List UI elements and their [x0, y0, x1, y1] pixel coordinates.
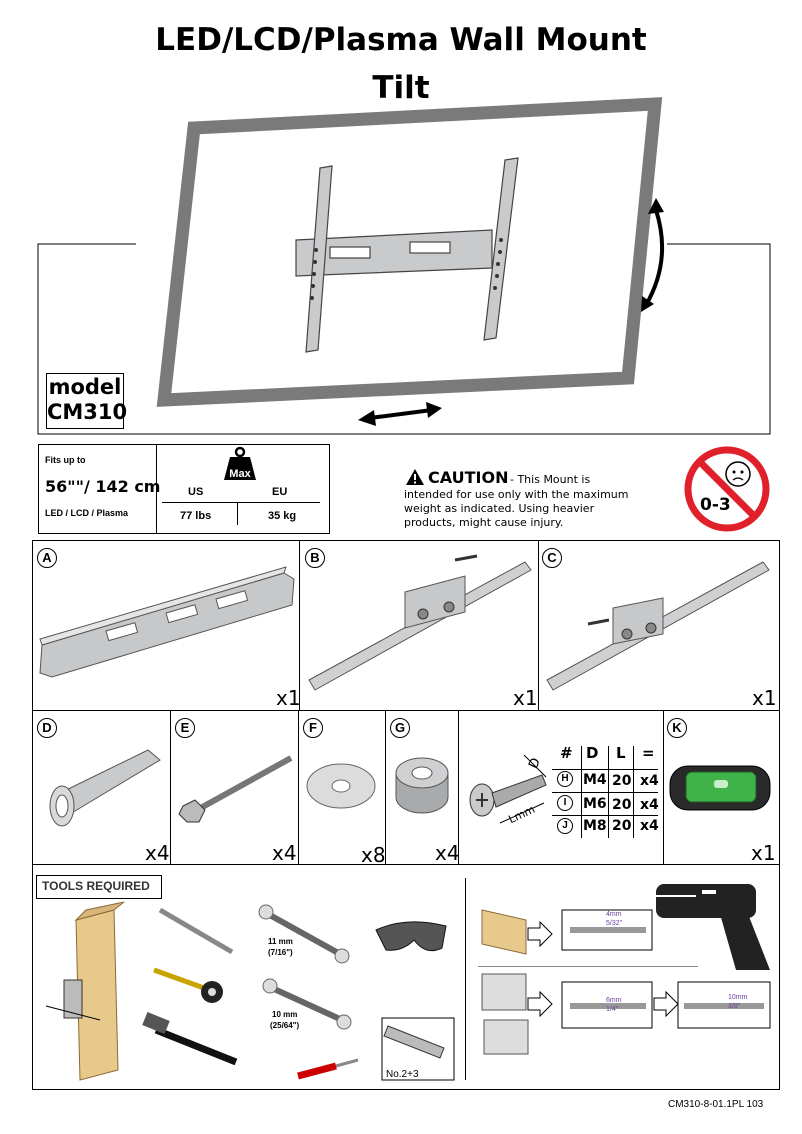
tape-measure-icon	[154, 970, 223, 1003]
screw-h-d: M4	[583, 772, 607, 788]
part-g-qty: x4	[435, 841, 460, 865]
part-c-qty: x1	[752, 686, 777, 710]
caution-heading: CAUTION	[428, 468, 509, 487]
document-code: CM310-8-01.1PL 103	[668, 1099, 764, 1110]
screw-dim-d: D	[526, 755, 544, 772]
tools-illustrations	[36, 870, 466, 1085]
part-a-qty: x1	[276, 686, 301, 710]
screw-i-d: M6	[583, 796, 607, 812]
wrench2-size: 10 mm	[272, 1010, 298, 1019]
model-number: CM310	[47, 400, 128, 424]
weight-max-label: Max	[229, 468, 251, 480]
part-d-anchor	[36, 742, 166, 837]
model-label: model	[48, 375, 122, 399]
pencil-icon	[160, 910, 232, 952]
power-drill-icon	[656, 884, 770, 970]
screw-col-d: D	[586, 744, 599, 762]
screw-i-q: x4	[640, 797, 659, 813]
part-a-rail	[36, 565, 296, 690]
part-c-arm	[543, 552, 773, 692]
screw-h-id: H	[557, 771, 573, 787]
screw-j-id: J	[557, 818, 573, 834]
screw-j-q: x4	[640, 818, 659, 834]
part-f-washer	[303, 758, 383, 818]
safety-glasses-icon	[376, 922, 446, 951]
wrench2-size-in: (25/64")	[270, 1021, 300, 1030]
wrench1-size-in: (7/16")	[268, 948, 293, 957]
screw-dim-l: Lmm	[506, 802, 538, 827]
part-b-arm	[305, 552, 535, 692]
screw-h-q: x4	[640, 773, 659, 789]
screw-col-hash: #	[560, 744, 573, 762]
caution-line1: - This Mount is	[510, 473, 591, 486]
drill-bit-2-in: 1/4"	[606, 1006, 619, 1013]
part-g-spacer	[392, 755, 454, 819]
part-e-label: E	[175, 718, 195, 738]
screw-h-l: 20	[612, 773, 632, 789]
screw-col-eq: =	[642, 744, 655, 762]
part-k-label: K	[667, 718, 687, 738]
caution-line4: products, might cause injury.	[404, 516, 564, 529]
drill-bit-3: 10mm	[728, 994, 748, 1001]
us-label: US	[188, 486, 204, 498]
part-c-label: C	[542, 548, 562, 568]
part-d-label: D	[37, 718, 57, 738]
screwdriver-size: No.2+3	[386, 1069, 419, 1080]
fits-label: Fits up to	[45, 455, 86, 465]
us-weight: 77 lbs	[180, 510, 212, 522]
wrench1-size: 11 mm	[268, 937, 293, 946]
warning-icon	[405, 468, 425, 486]
caution-line3: weight as indicated. Using heavier	[404, 502, 595, 515]
part-a-label: A	[37, 548, 57, 568]
max-size: 56""/ 142 cm	[45, 477, 161, 496]
part-f-qty: x8	[361, 843, 386, 867]
age-label: 0-3	[700, 495, 731, 515]
drill-section	[470, 870, 776, 1082]
part-b-qty: x1	[513, 686, 538, 710]
screw-i-l: 20	[612, 797, 632, 813]
part-e-lag-screw	[175, 742, 295, 837]
part-d-qty: x4	[145, 841, 170, 865]
screwdriver-icon	[298, 1060, 358, 1076]
brick-icon	[482, 974, 526, 1010]
screw-table	[552, 744, 660, 766]
part-f-label: F	[303, 718, 323, 738]
eu-label: EU	[272, 486, 288, 498]
screw-i-id: I	[557, 795, 573, 811]
drill-bit-2: 6mm	[606, 997, 622, 1004]
screw-j-d: M8	[583, 818, 607, 834]
drill-bit-1: 4mm	[606, 911, 622, 918]
part-b-label: B	[305, 548, 325, 568]
part-k-level	[666, 758, 776, 818]
hammer-icon	[142, 1012, 236, 1062]
drill-bit-1-in: 5/32"	[606, 920, 623, 927]
screw-col-l: L	[616, 744, 626, 762]
drill-bit-3-in: 3/8"	[728, 1003, 741, 1010]
wall-bracket	[296, 158, 518, 352]
page-subtitle: Tilt	[372, 70, 430, 106]
slide-arrow	[358, 402, 442, 426]
model-box	[46, 373, 128, 429]
screen-types: LED / LCD / Plasma	[45, 508, 129, 518]
caution-line2: intended for use only with the maximum	[404, 488, 629, 501]
wood-block-icon	[482, 910, 526, 954]
part-k-qty: x1	[751, 841, 776, 865]
eu-weight: 35 kg	[268, 510, 297, 522]
screw-j-l: 20	[612, 818, 632, 834]
tools-heading: TOOLS REQUIRED	[42, 879, 150, 893]
no-children-icon	[684, 446, 770, 532]
part-e-qty: x4	[272, 841, 297, 865]
page-title: LED/LCD/Plasma Wall Mount	[155, 22, 647, 58]
part-g-label: G	[390, 718, 410, 738]
